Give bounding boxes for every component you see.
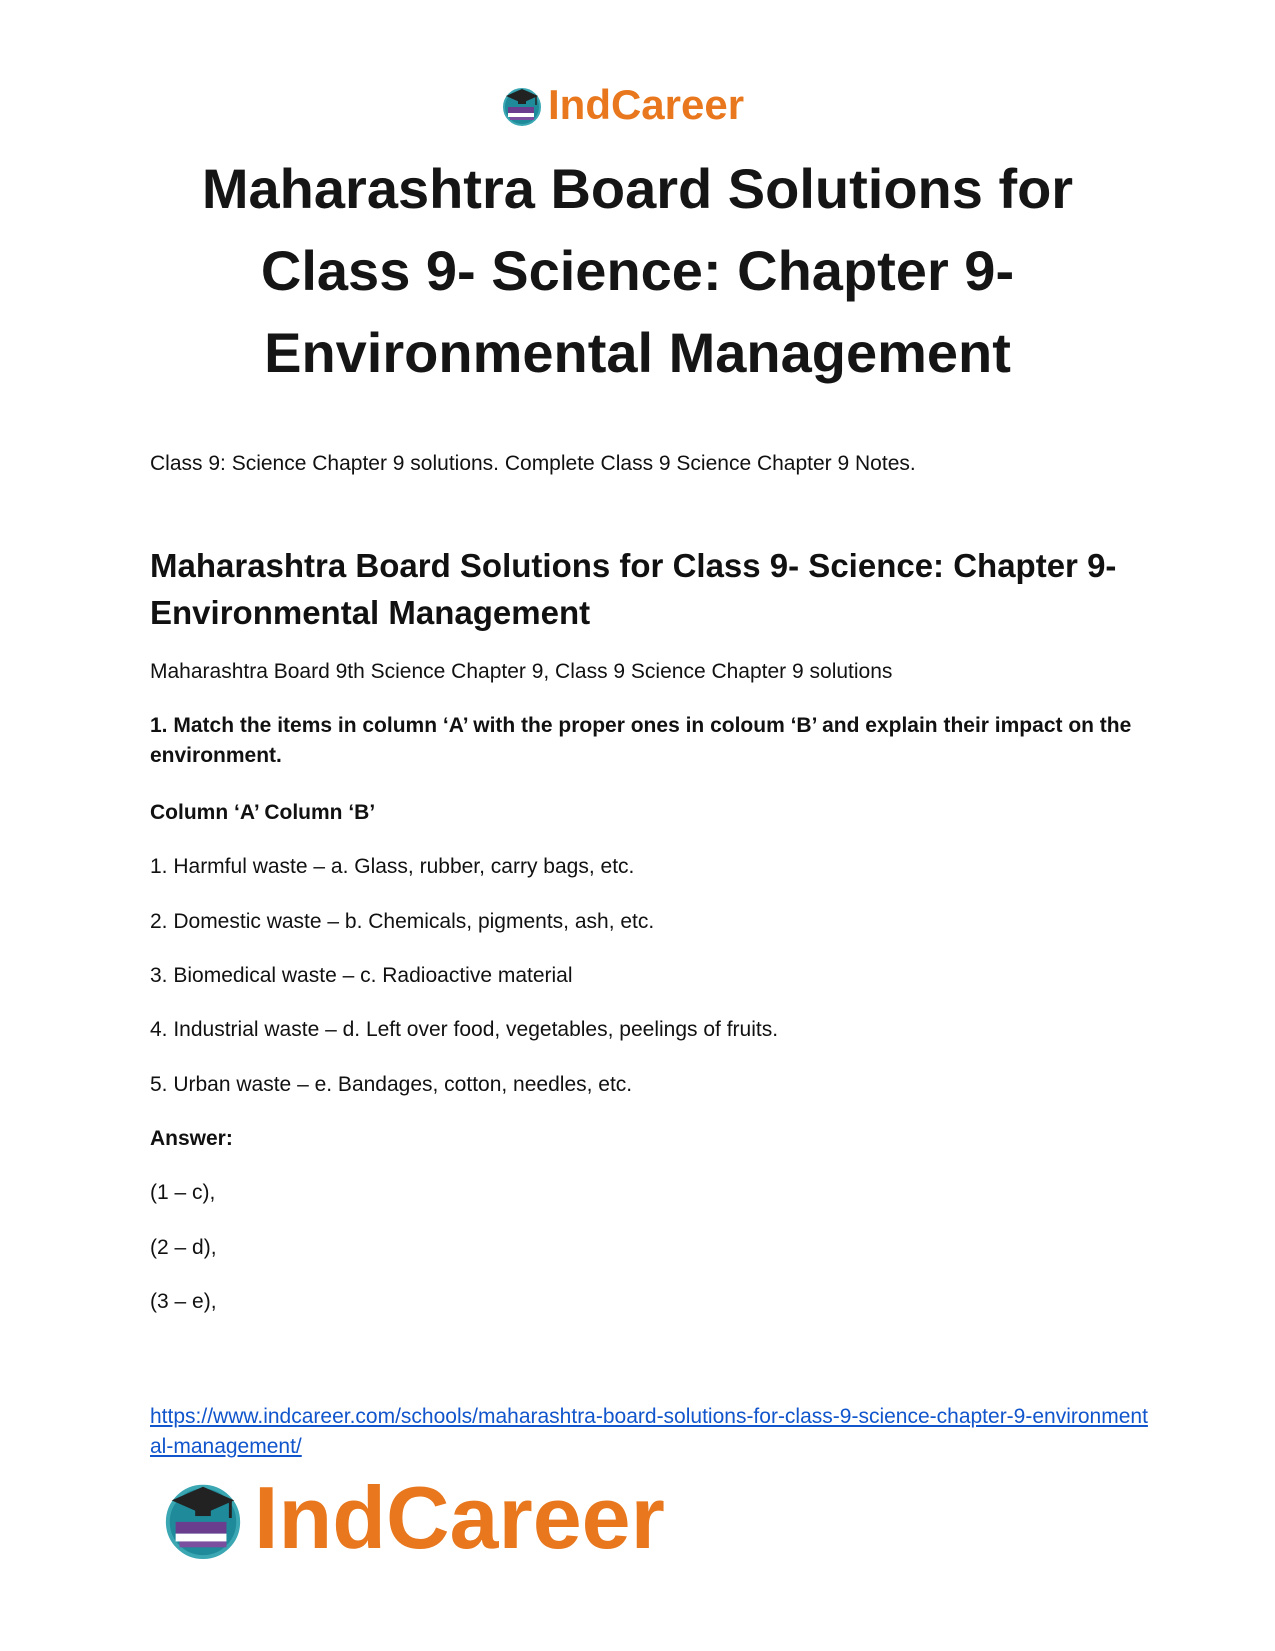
list-item: 5. Urban waste – e. Bandages, cotton, needles, etc. (150, 1073, 633, 1096)
intro-text: Class 9: Science Chapter 9 solutions. Complete Class 9 Science Chapter 9 Notes. (150, 452, 916, 475)
list-item: 4. Industrial waste – d. Left over food, vegetables, peelings of fruits. (150, 1018, 779, 1041)
answer-item: (3 – e), (150, 1290, 217, 1313)
logo-text: IndCareer (254, 1468, 665, 1567)
answer-item: (1 – c), (150, 1181, 216, 1204)
section-heading: Maharashtra Board Solutions for Class 9- Science: Chapter 9- Environmental Management (150, 547, 1117, 631)
list-item: 1. Harmful waste – a. Glass, rubber, carry bags, etc. (150, 855, 635, 878)
answer-item: (2 – d), (150, 1236, 217, 1259)
graduation-cap-book-globe-icon (500, 83, 544, 127)
answer-label: Answer: (150, 1127, 233, 1150)
subtitle-text: Maharashtra Board 9th Science Chapter 9, Class 9 Science Chapter 9 solutions (150, 660, 893, 683)
logo-text: IndCareer (548, 81, 745, 128)
source-link[interactable]: https://www.indcareer.com/schools/maharashtra-board-solutions-for-class-9-science-chapter-9-environmental-management/ (150, 1405, 1148, 1458)
column-header: Column ‘A’ Column ‘B’ (150, 801, 376, 824)
list-item: 3. Biomedical waste – c. Radioactive material (150, 964, 573, 987)
question-text: 1. Match the items in column ‘A’ with the proper ones in coloum ‘B’ and explain their impact on the environment. (150, 714, 1132, 767)
footer-logo (160, 1468, 665, 1568)
page-title: Maharashtra Board Solutions for Class 9- Science: Chapter 9- Environmental Management (201, 157, 1074, 384)
header-logo (500, 80, 744, 130)
list-item: 2. Domestic waste – b. Chemicals, pigments, ash, etc. (150, 910, 655, 933)
graduation-cap-book-globe-icon (160, 1475, 246, 1561)
